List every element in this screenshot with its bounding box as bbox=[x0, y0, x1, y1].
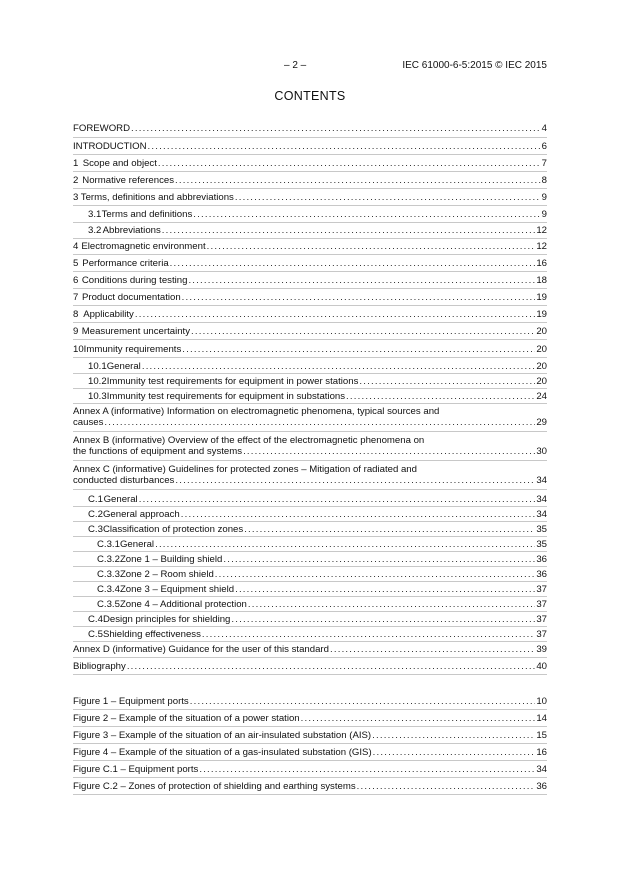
toc-entry[interactable] bbox=[73, 309, 547, 320]
toc-title: Classification of protection zones bbox=[102, 524, 244, 535]
toc-page: 36 bbox=[536, 569, 547, 580]
toc-number: 4 bbox=[73, 241, 79, 252]
toc-number: 9 bbox=[73, 326, 79, 337]
toc-title: General approach bbox=[102, 509, 180, 520]
toc-number: 10 bbox=[73, 344, 84, 355]
toc-entry[interactable] bbox=[73, 292, 547, 303]
toc-entry[interactable] bbox=[73, 361, 547, 372]
divider bbox=[73, 373, 547, 374]
figure-page: 10 bbox=[536, 696, 547, 707]
toc-page: 24 bbox=[536, 391, 547, 402]
toc-entry-annex-c[interactable] bbox=[73, 464, 547, 486]
divider bbox=[73, 489, 547, 490]
toc-entry[interactable] bbox=[73, 326, 547, 337]
toc-page: 18 bbox=[536, 275, 547, 286]
toc-page: 20 bbox=[536, 361, 547, 372]
toc-entry[interactable] bbox=[73, 241, 547, 252]
standard-reference: IEC 61000-6-5:2015 © IEC 2015 bbox=[402, 60, 547, 71]
toc-page: 20 bbox=[536, 376, 547, 387]
toc-title: Annex D (informative) Guidance for the user of this standard bbox=[73, 644, 329, 655]
toc-number: 10.3 bbox=[88, 391, 107, 402]
toc-title: Bibliography bbox=[73, 661, 126, 672]
toc-entry[interactable] bbox=[73, 539, 547, 550]
divider bbox=[73, 626, 547, 627]
toc-entry[interactable] bbox=[73, 391, 547, 402]
toc-entry-annex-b[interactable] bbox=[73, 435, 547, 457]
toc-title: General bbox=[106, 361, 141, 372]
divider bbox=[73, 674, 547, 675]
toc-page: 20 bbox=[536, 344, 547, 355]
toc-page: 35 bbox=[536, 524, 547, 535]
toc-page: 34 bbox=[536, 475, 547, 486]
toc-title-line1: Annex A (informative) Information on electromagnetic phenomena, typical sources and bbox=[73, 406, 440, 417]
divider bbox=[73, 339, 547, 340]
toc-title: Shielding effectiveness bbox=[102, 629, 201, 640]
divider bbox=[73, 521, 547, 522]
divider bbox=[73, 288, 547, 289]
toc-number: C.3.2 bbox=[97, 554, 120, 565]
toc-number: 7 bbox=[73, 292, 79, 303]
figure-page: 14 bbox=[536, 713, 547, 724]
page-number: – 2 – bbox=[284, 60, 307, 71]
toc-entry[interactable] bbox=[73, 494, 547, 505]
toc-entry[interactable] bbox=[73, 158, 547, 169]
divider bbox=[73, 794, 547, 795]
divider bbox=[73, 322, 547, 323]
figure-title: Figure C.2 – Zones of protection of shielding and earthing systems bbox=[73, 781, 356, 792]
divider bbox=[73, 171, 547, 172]
toc-page: 37 bbox=[536, 614, 547, 625]
divider bbox=[73, 777, 547, 778]
figure-page: 36 bbox=[536, 781, 547, 792]
divider bbox=[73, 137, 547, 138]
toc-page: 36 bbox=[536, 554, 547, 565]
toc-title: INTRODUCTION bbox=[73, 141, 147, 152]
figure-page: 15 bbox=[536, 730, 547, 741]
divider bbox=[73, 641, 547, 642]
toc-entry[interactable] bbox=[73, 344, 547, 355]
toc-title: Product documentation bbox=[82, 292, 181, 303]
divider bbox=[73, 403, 547, 404]
toc-number: 2 bbox=[73, 175, 79, 186]
divider bbox=[73, 254, 547, 255]
toc-number: C.1 bbox=[88, 494, 103, 505]
divider bbox=[73, 709, 547, 710]
toc-number: C.2 bbox=[88, 509, 103, 520]
divider bbox=[73, 551, 547, 552]
toc-page: 37 bbox=[536, 629, 547, 640]
figure-entry[interactable] bbox=[73, 730, 547, 741]
toc-page: 8 bbox=[541, 175, 547, 186]
toc-number: 3.2 bbox=[88, 225, 102, 236]
toc-title: Zone 2 – Room shield bbox=[119, 569, 214, 580]
toc-number: 8 bbox=[73, 309, 79, 320]
divider bbox=[73, 611, 547, 612]
divider bbox=[73, 460, 547, 461]
toc-page: 40 bbox=[536, 661, 547, 672]
divider bbox=[73, 506, 547, 507]
toc-page: 12 bbox=[536, 241, 547, 252]
toc-title: FOREWORD bbox=[73, 123, 131, 134]
divider bbox=[73, 357, 547, 358]
divider bbox=[73, 154, 547, 155]
divider bbox=[73, 238, 547, 239]
toc-title: Normative references bbox=[82, 175, 175, 186]
toc-number: 6 bbox=[73, 275, 79, 286]
toc-entry[interactable] bbox=[73, 509, 547, 520]
divider bbox=[73, 657, 547, 658]
toc-title: Zone 4 – Additional protection bbox=[119, 599, 247, 610]
toc-number: 3.1 bbox=[88, 209, 102, 220]
toc-entry[interactable] bbox=[73, 225, 547, 236]
figure-title: Figure 1 – Equipment ports bbox=[73, 696, 189, 707]
toc-entry[interactable] bbox=[73, 192, 547, 203]
page-header bbox=[0, 60, 620, 74]
toc-title: Terms and definitions bbox=[101, 209, 193, 220]
toc-entry[interactable] bbox=[73, 584, 547, 595]
toc-entry[interactable] bbox=[73, 376, 547, 387]
figure-entry[interactable] bbox=[73, 781, 547, 792]
toc-title: causes bbox=[73, 417, 104, 428]
toc-entry[interactable] bbox=[73, 141, 547, 152]
toc-title: conducted disturbances bbox=[73, 475, 175, 486]
toc-entry[interactable] bbox=[73, 175, 547, 186]
toc-page: 19 bbox=[536, 309, 547, 320]
divider bbox=[73, 566, 547, 567]
toc-entry[interactable] bbox=[73, 569, 547, 580]
toc-page: 37 bbox=[536, 599, 547, 610]
toc-entry-annex-a[interactable] bbox=[73, 406, 547, 428]
toc-title: Applicability bbox=[83, 309, 134, 320]
toc-page: 30 bbox=[536, 446, 547, 457]
toc-page: 35 bbox=[536, 539, 547, 550]
figure-title: Figure C.1 – Equipment ports bbox=[73, 764, 199, 775]
toc-entry[interactable] bbox=[73, 275, 547, 286]
toc-page: 34 bbox=[536, 509, 547, 520]
figure-title: Figure 3 – Example of the situation of an air-insulated substation (AIS) bbox=[73, 730, 372, 741]
toc-page: 37 bbox=[536, 584, 547, 595]
toc-page: 20 bbox=[536, 326, 547, 337]
toc-entry-annex-d[interactable] bbox=[73, 644, 547, 655]
toc-number: C.3 bbox=[88, 524, 103, 535]
toc-entry[interactable] bbox=[73, 614, 547, 625]
toc-number: 3 bbox=[73, 192, 79, 203]
toc-entry[interactable] bbox=[73, 629, 547, 640]
toc-number: C.3.5 bbox=[97, 599, 120, 610]
toc-title-line1: Annex C (informative) Guidelines for protected zones – Mitigation of radiated and bbox=[73, 464, 417, 475]
divider bbox=[73, 760, 547, 761]
toc-title: Scope and object bbox=[82, 158, 157, 169]
toc-page: 7 bbox=[541, 158, 547, 169]
figure-page: 16 bbox=[536, 747, 547, 758]
toc-page: 12 bbox=[536, 225, 547, 236]
toc-page: 9 bbox=[541, 192, 547, 203]
divider bbox=[73, 743, 547, 744]
toc-number: 10.2 bbox=[88, 376, 107, 387]
toc-title: General bbox=[119, 539, 155, 550]
toc-title: Conditions during testing bbox=[81, 275, 188, 286]
divider bbox=[73, 205, 547, 206]
toc-page: 34 bbox=[536, 494, 547, 505]
toc-number: 1 bbox=[73, 158, 79, 169]
figure-entry[interactable] bbox=[73, 713, 547, 724]
toc-page: 4 bbox=[541, 123, 547, 134]
toc-page: 29 bbox=[536, 417, 547, 428]
toc-title-line1: Annex B (informative) Overview of the effect of the electromagnetic phenomena on bbox=[73, 435, 425, 446]
toc-entry[interactable] bbox=[73, 599, 547, 610]
toc-title: Terms, definitions and abbreviations bbox=[80, 192, 234, 203]
toc-page: 6 bbox=[541, 141, 547, 152]
toc-entry[interactable] bbox=[73, 123, 547, 134]
toc-title: Abbreviations bbox=[102, 225, 161, 236]
divider bbox=[73, 222, 547, 223]
divider bbox=[73, 431, 547, 432]
toc-title: the functions of equipment and systems bbox=[73, 446, 243, 457]
toc-title: Design principles for shielding bbox=[102, 614, 231, 625]
toc-title: Immunity test requirements for equipment in substations bbox=[106, 391, 346, 402]
divider bbox=[73, 536, 547, 537]
figure-entry[interactable] bbox=[73, 747, 547, 758]
toc-number: C.5 bbox=[88, 629, 103, 640]
toc-title: Immunity requirements bbox=[83, 344, 182, 355]
toc-entry[interactable] bbox=[73, 524, 547, 535]
divider bbox=[73, 581, 547, 582]
figure-title: Figure 2 – Example of the situation of a power station bbox=[73, 713, 300, 724]
contents-title: CONTENTS bbox=[274, 89, 346, 103]
toc-title: Performance criteria bbox=[82, 258, 169, 269]
toc-title: Zone 1 – Building shield bbox=[119, 554, 223, 565]
figure-page: 34 bbox=[536, 764, 547, 775]
toc-title: General bbox=[103, 494, 138, 505]
toc-page: 16 bbox=[536, 258, 547, 269]
toc-number: C.3.1 bbox=[97, 539, 120, 550]
toc-entry-bibliography[interactable] bbox=[73, 661, 547, 672]
toc-entry[interactable] bbox=[73, 554, 547, 565]
toc-title: Measurement uncertainty bbox=[81, 326, 191, 337]
divider bbox=[73, 388, 547, 389]
toc-page: 39 bbox=[536, 644, 547, 655]
toc-title: Zone 3 – Equipment shield bbox=[119, 584, 235, 595]
toc-title: Immunity test requirements for equipment in power stations bbox=[106, 376, 359, 387]
divider bbox=[73, 305, 547, 306]
figure-title: Figure 4 – Example of the situation of a gas-insulated substation (GIS) bbox=[73, 747, 372, 758]
divider bbox=[73, 596, 547, 597]
toc-title: Electromagnetic environment bbox=[81, 241, 206, 252]
divider bbox=[73, 188, 547, 189]
divider bbox=[73, 271, 547, 272]
toc-page: 9 bbox=[541, 209, 547, 220]
toc-number: C.3.3 bbox=[97, 569, 120, 580]
toc-entry[interactable] bbox=[73, 258, 547, 269]
figure-entry[interactable] bbox=[73, 696, 547, 707]
toc-number: C.3.4 bbox=[97, 584, 120, 595]
toc-number: C.4 bbox=[88, 614, 103, 625]
toc-page: 19 bbox=[536, 292, 547, 303]
toc-number: 10.1 bbox=[88, 361, 107, 372]
divider bbox=[73, 726, 547, 727]
toc-number: 5 bbox=[73, 258, 79, 269]
toc-entry[interactable] bbox=[73, 209, 547, 220]
figure-entry[interactable] bbox=[73, 764, 547, 775]
